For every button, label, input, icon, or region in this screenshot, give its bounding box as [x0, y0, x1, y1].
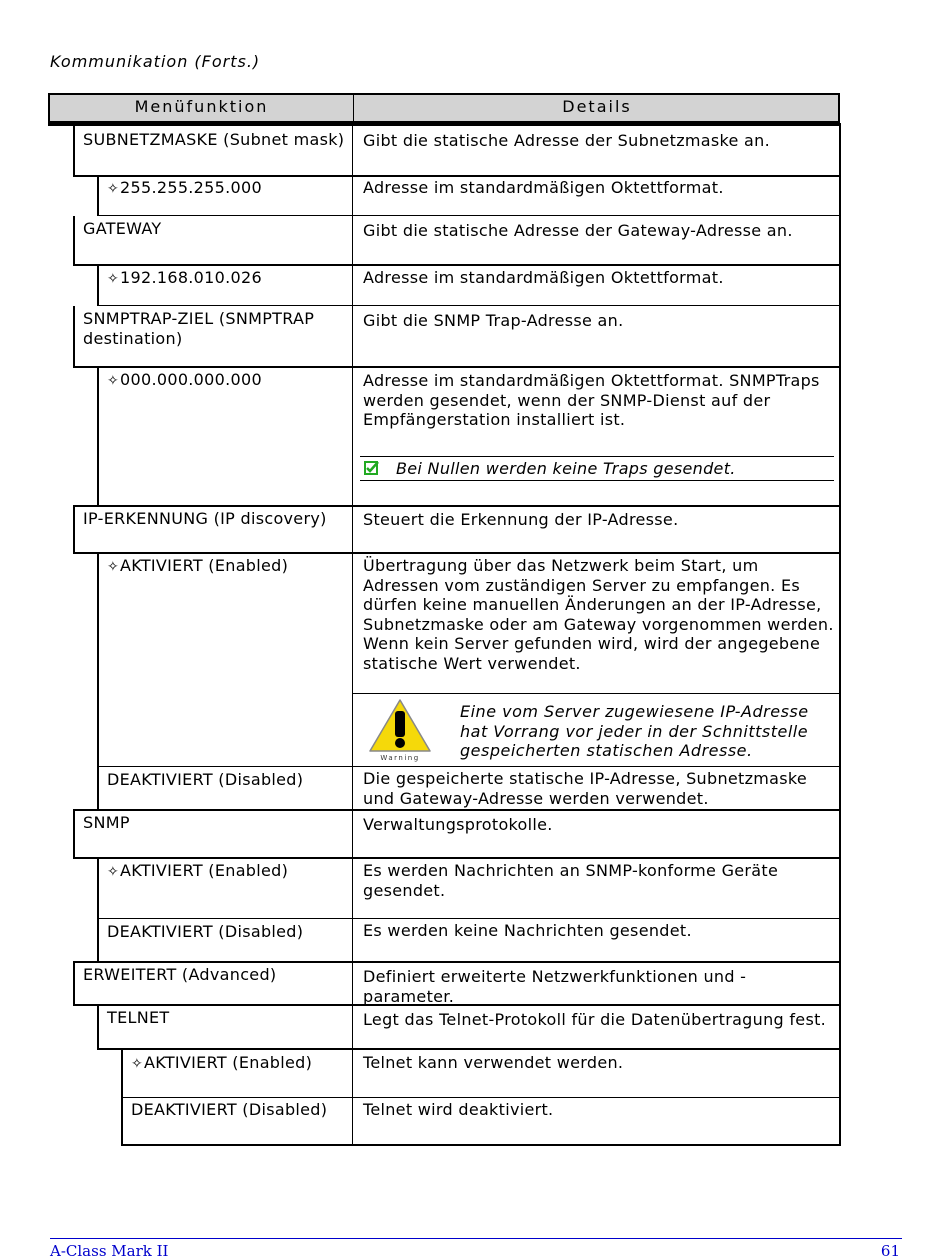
menu-option-snmp-enabled [107, 861, 288, 882]
level2-border [97, 554, 99, 810]
option-label: AKTIVIERT (Enabled) [120, 556, 289, 575]
level1-border [73, 962, 75, 1005]
menu-item-erweitert: ERWEITERT (Advanced) [83, 965, 277, 984]
details-telnet-enabled: Telnet kann verwendet werden. [363, 1053, 624, 1072]
details-snmptrap-value: Adresse im standardmäßigen Oktettformat. SNMPTraps werden gesendet, wenn der SNMP-Dienst auf der Empfängerstation installiert ist. [363, 371, 820, 429]
details-snmp-enabled: Es werden Nachrichten an SNMP-konforme Geräte gesendet. [363, 861, 779, 900]
details-erweitert: Definiert erweiterte Netzwerkfunktionen und -parameter. [363, 967, 747, 1006]
row-border [97, 305, 840, 306]
menu-option-ip-enabled [107, 556, 288, 577]
details-gateway-value: Adresse im standardmäßigen Oktettformat. [363, 268, 724, 287]
details-snmp-disabled: Es werden keine Nachrichten gesendet. [363, 921, 692, 940]
row-border [97, 918, 840, 919]
row-border [73, 505, 841, 507]
option-marker-icon: ✧ [107, 864, 120, 880]
menu-option-gateway-value [107, 268, 262, 289]
row-border [73, 961, 841, 963]
details-telnet: Legt das Telnet-Protokoll für die Datenübertragung fest. [363, 1010, 827, 1029]
level1-border [73, 810, 75, 859]
level2-border [97, 859, 99, 962]
option-label: AKTIVIERT (Enabled) [120, 861, 289, 880]
level2-border [97, 1005, 99, 1050]
level1-border [73, 216, 75, 266]
header-details: Details [562, 97, 632, 116]
level1-border [73, 506, 75, 554]
menu-option-snmp-disabled: DEAKTIVIERT (Disabled) [107, 922, 304, 941]
row-border [73, 552, 841, 554]
option-label: 255.255.255.000 [120, 178, 262, 197]
row-border [121, 1097, 840, 1098]
menu-option-telnet-disabled: DEAKTIVIERT (Disabled) [131, 1100, 328, 1119]
option-marker-icon: ✧ [131, 1056, 144, 1072]
details-ip-enabled: Übertragung über das Netzwerk beim Start, um Adressen vom zuständigen Server zu empfangen. Es dürfen keine manuellen Änderungen an der IP-Adresse, Subnetzmaske oder am Gateway vorgenommen werden. Wenn kein Server gefunden wird, wird der angegebene statische Wert verwendet. [363, 556, 834, 673]
menu-item-subnetzmaske: SUBNETZMASKE (Subnet mask) [83, 130, 345, 149]
row-border [73, 809, 841, 811]
row-border [97, 766, 840, 767]
option-label: AKTIVIERT (Enabled) [144, 1053, 313, 1072]
details-subnetzmaske: Gibt die statische Adresse der Subnetzmaske an. [363, 131, 770, 150]
row-border [97, 1048, 841, 1050]
details-snmp: Verwaltungsprotokolle. [363, 815, 553, 834]
details-ip-disabled: Die gespeicherte statische IP-Adresse, Subnetzmaske und Gateway-Adresse werden verwendet. [363, 769, 808, 808]
details-snmptrap: Gibt die SNMP Trap-Adresse an. [363, 311, 624, 330]
level1-border [73, 306, 75, 368]
row-border [353, 693, 840, 694]
note-top-rule [360, 456, 834, 457]
menu-option-snmptrap-value [107, 370, 262, 391]
level2-border [97, 176, 99, 216]
details-telnet-disabled: Telnet wird deaktiviert. [363, 1100, 554, 1119]
details-ip-erkennung: Steuert die Erkennung der IP-Adresse. [363, 510, 679, 529]
page-heading: Kommunikation (Forts.) [50, 52, 261, 71]
menu-option-telnet-enabled [131, 1053, 312, 1074]
level2-border [97, 266, 99, 306]
option-marker-icon: ✧ [107, 559, 120, 575]
level3-border [121, 1050, 123, 1146]
row-border [97, 215, 840, 216]
level1-border [73, 126, 75, 177]
details-subnet-value: Adresse im standardmäßigen Oktettformat. [363, 178, 724, 197]
footer-page-number: 61 [880, 1242, 900, 1260]
checkbox-check-icon [364, 460, 380, 476]
menu-item-snmptrap: SNMPTRAP-ZIEL (SNMPTRAP destination) [83, 309, 315, 348]
menu-item-ip-erkennung: IP-ERKENNUNG (IP discovery) [83, 509, 327, 528]
row-border [73, 366, 841, 368]
note-bottom-rule [360, 480, 834, 481]
footer-product-name: A-Class Mark II [50, 1242, 169, 1260]
option-marker-icon: ✧ [107, 181, 120, 197]
option-marker-icon: ✧ [107, 373, 120, 389]
menu-item-snmp: SNMP [83, 813, 130, 832]
footer-rule [50, 1238, 902, 1239]
note-row [364, 459, 736, 478]
warning-icon [367, 697, 433, 763]
option-label: 000.000.000.000 [120, 370, 262, 389]
table-right-border [839, 123, 841, 1146]
option-label: 192.168.010.026 [120, 268, 262, 287]
details-gateway: Gibt die statische Adresse der Gateway-Adresse an. [363, 221, 793, 240]
menu-option-subnet-value [107, 178, 262, 199]
header-underline [48, 123, 840, 126]
menu-option-ip-disabled: DEAKTIVIERT (Disabled) [107, 770, 304, 789]
column-divider [352, 123, 353, 1146]
level2-border [97, 368, 99, 506]
row-border [73, 264, 841, 266]
table-bottom-border [121, 1144, 841, 1146]
menu-item-telnet: TELNET [107, 1008, 170, 1027]
warning-text: Eine vom Server zugewiesene IP-Adresse hat Vorrang vor jeder in der Schnittstelle gespeicherten statischen Adresse. [460, 702, 809, 760]
header-menu-function: Menüfunktion [134, 97, 269, 116]
row-border [73, 857, 841, 859]
option-marker-icon: ✧ [107, 271, 120, 287]
menu-item-gateway: GATEWAY [83, 219, 162, 238]
note-text: Bei Nullen werden keine Traps gesendet. [396, 459, 736, 478]
row-border [73, 175, 841, 177]
warning-icon-label: Warning [380, 754, 420, 762]
